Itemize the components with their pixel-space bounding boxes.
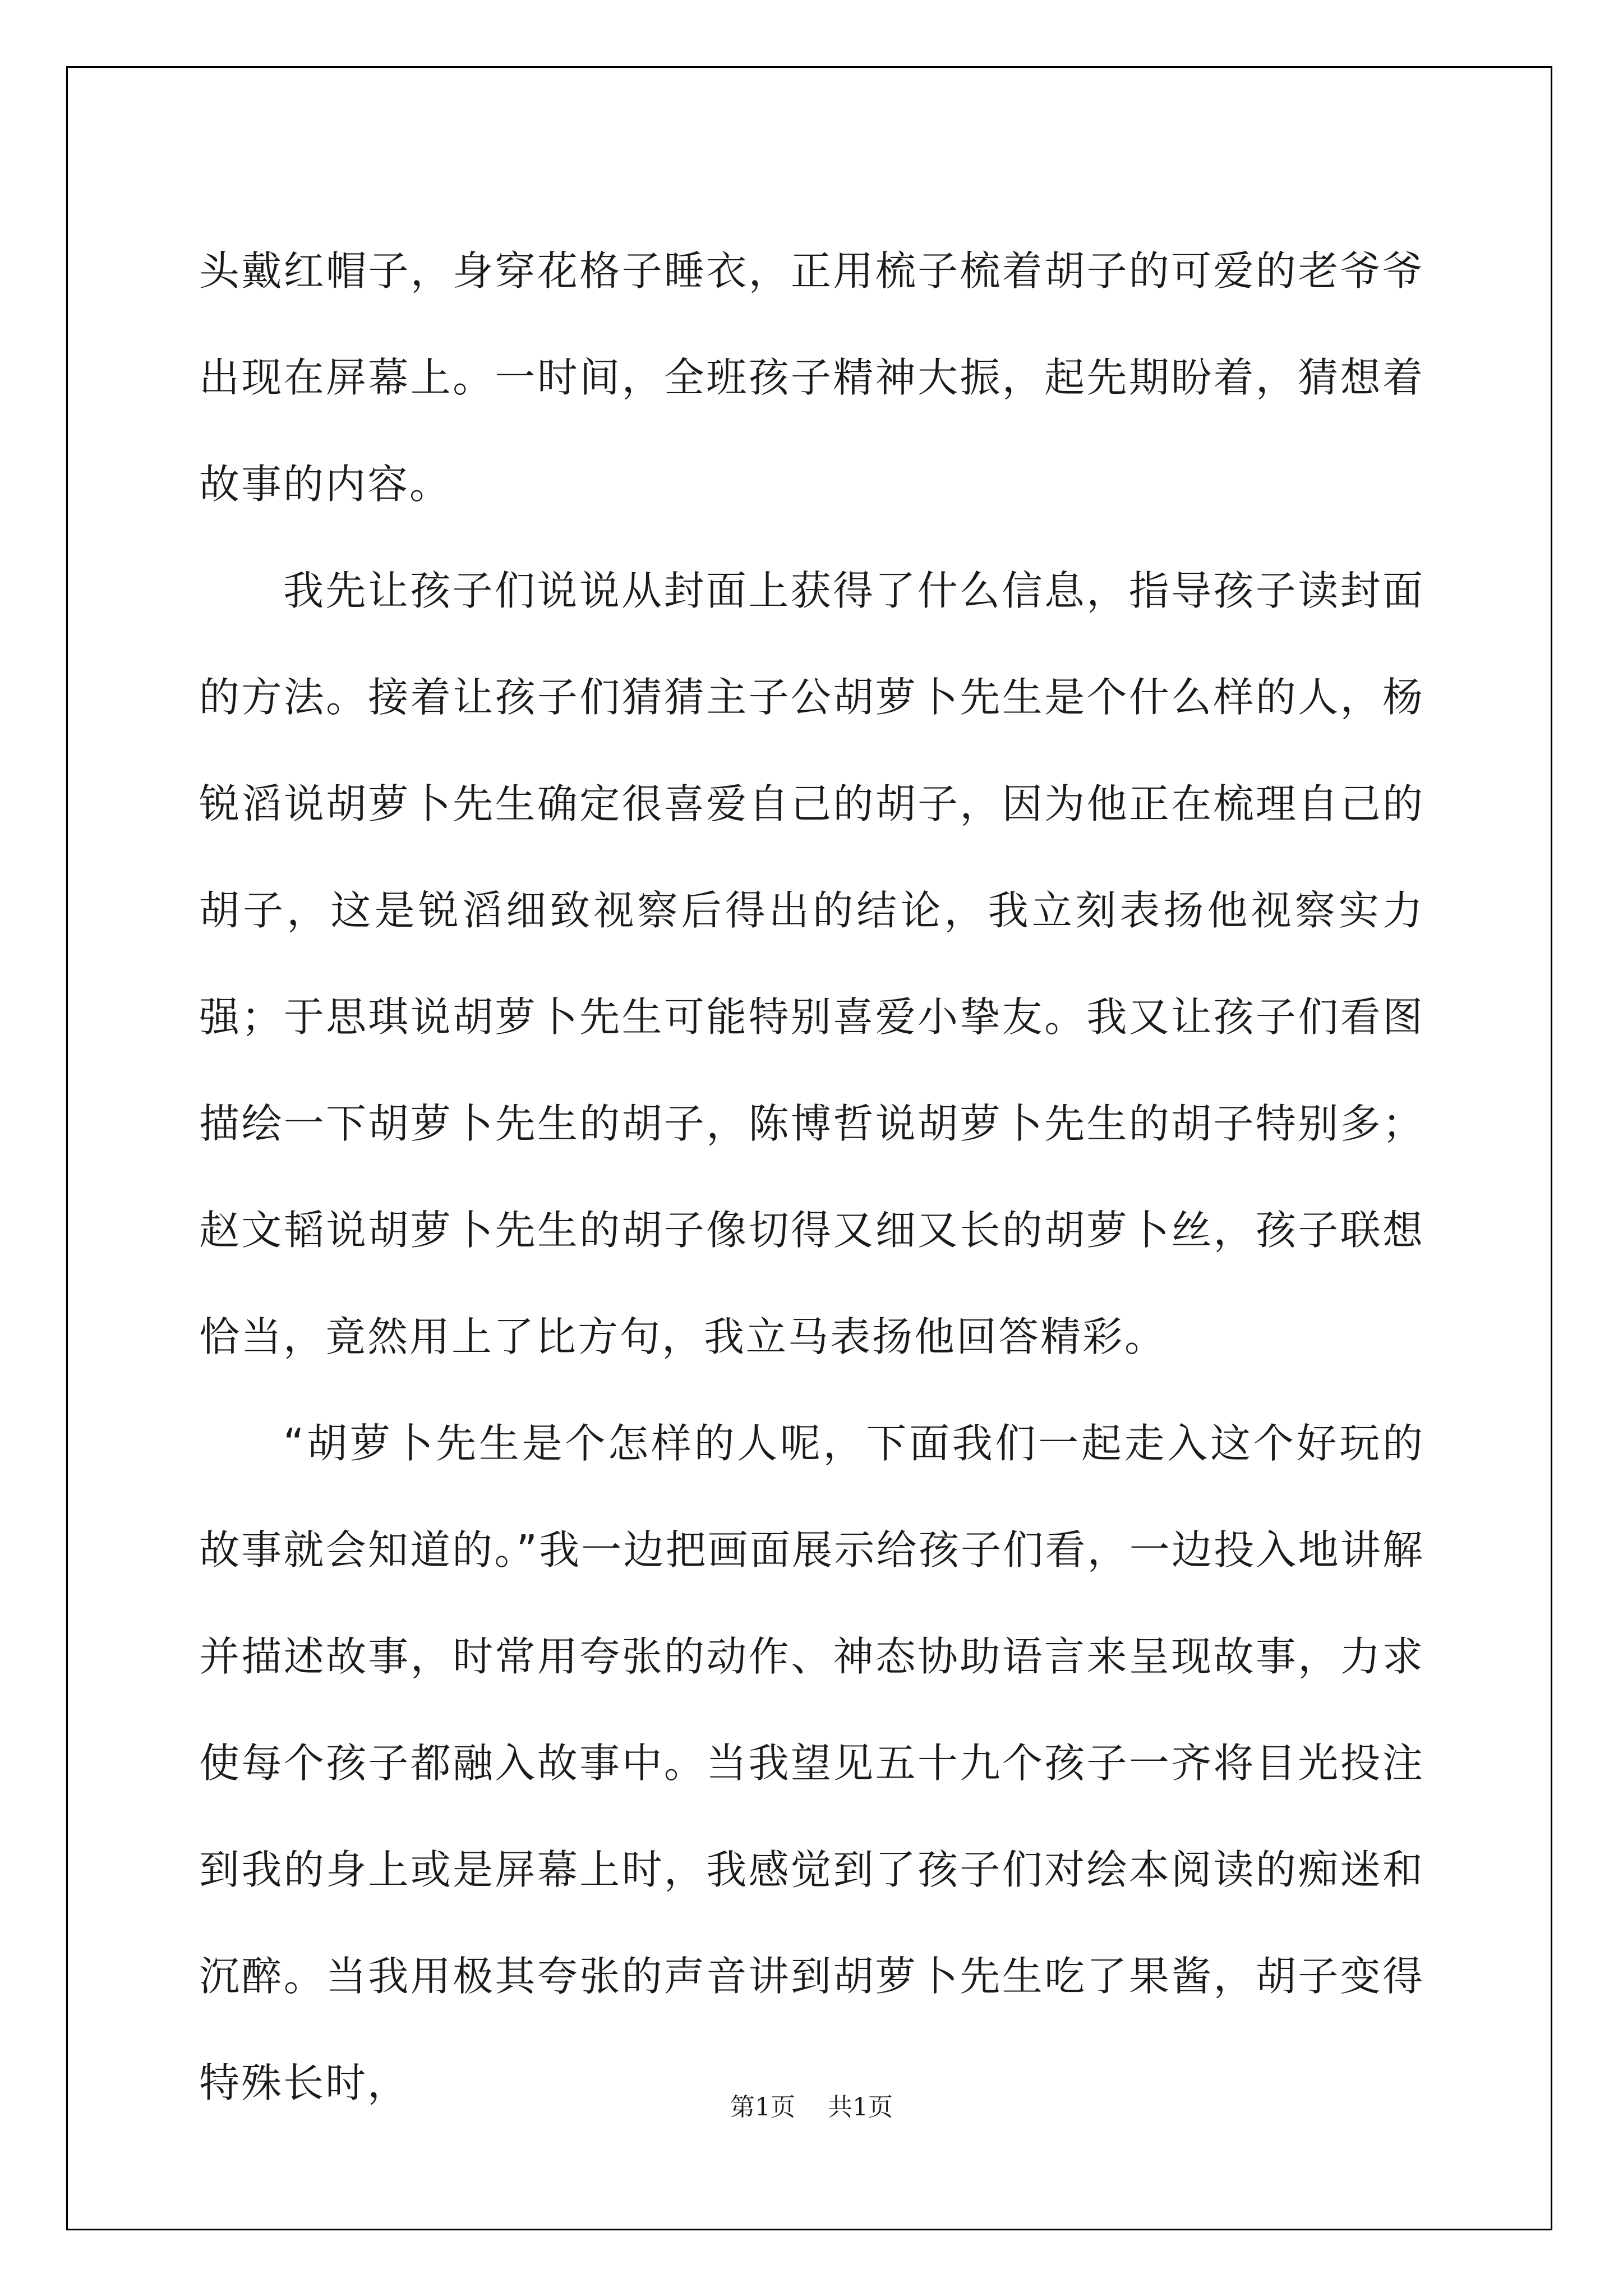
paragraph-1: 头戴红帽子，身穿花格子睡衣，正用梳子梳着胡子的可爱的老爷爷出现在屏幕上。一时间，全班孩子精神大振，起先期盼着，猜想着故事的内容。 (199, 247, 1424, 508)
document-body (199, 218, 1424, 2136)
page-total: 共1页 (828, 2093, 893, 2122)
paragraph-2: 我先让孩子们说说从封面上获得了什么信息，指导孩子读封面的方法。接着让孩子们猜猜主子公胡萝卜先生是个什么样的人，杨锐滔说胡萝卜先生确定很喜爱自己的胡子，因为他正在梳理自己的胡子，这是锐滔细致视察后得出的结论，我立刻表扬他视察实力强；于思琪说胡萝卜先生可能特别喜爱小挚友。我又让孩子们看图描绘一下胡萝卜先生的胡子，陈博哲说胡萝卜先生的胡子特别多；赵文韬说胡萝卜先生的胡子像切得又细又长的胡萝卜丝，孩子联想恰当，竟然用上了比方句，我立马表扬他回答精彩。 (199, 567, 1424, 1360)
page-number: 第1页 (730, 2093, 795, 2122)
paragraph-3: “胡萝卜先生是个怎样的人呢，下面我们一起走入这个好玩的故事就会知道的。”我一边把画面展示给孩子们看，一边投入地讲解并描述故事，时常用夸张的动作、神态协助语言来呈现故事，力求使每个孩子都融入故事中。当我望见五十九个孩子一齐将目光投注到我的身上或是屏幕上时，我感觉到了孩子们对绘本阅读的痴迷和沉醉。当我用极其夸张的声音讲到胡萝卜先生吃了果酱，胡子变得特殊长时， (199, 1420, 1424, 2106)
page-footer (0, 2087, 1623, 2123)
